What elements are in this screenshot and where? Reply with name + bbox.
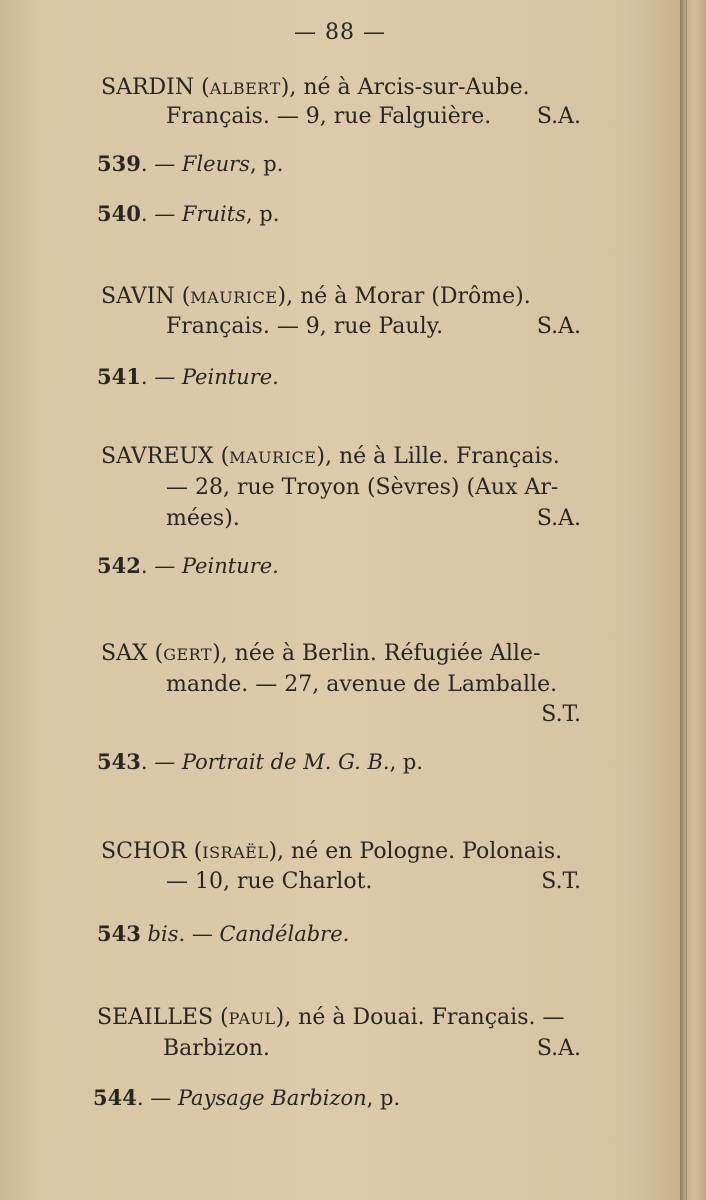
- artist-surname: SEAILLES: [97, 1005, 214, 1030]
- artist-first-name: PAUL: [228, 1009, 276, 1028]
- artist-first-name: MAURICE: [190, 288, 278, 307]
- work-item: [93, 1084, 400, 1112]
- artist-details: ), né à Morar (Drôme).: [277, 284, 531, 309]
- work-medium: , p.: [249, 152, 284, 176]
- work-number: 541: [97, 364, 141, 389]
- entry-line-2: [166, 868, 581, 896]
- page-edge-line: [686, 0, 687, 1200]
- work-number: 542: [97, 553, 141, 578]
- work-title: Fleurs: [181, 152, 250, 176]
- artist-details: ), née à Berlin. Réfugiée Alle-: [212, 641, 541, 666]
- work-title: Paysage Barbizon: [177, 1086, 367, 1110]
- work-separator: . —: [140, 750, 182, 774]
- entry-line-2: [163, 1035, 581, 1063]
- section-tag: S.T.: [541, 869, 581, 894]
- work-separator: . —: [140, 152, 182, 176]
- entry-line-1: SAX (GERT), née à Berlin. Réfugiée Alle-: [101, 641, 541, 666]
- work-number: 540: [97, 201, 141, 226]
- artist-details: ), né en Pologne. Polonais.: [268, 839, 563, 864]
- work-medium: , p.: [389, 750, 424, 774]
- entry-line-1: SARDIN (ALBERT), né à Arcis-sur-Aube.: [101, 75, 530, 100]
- artist-surname: SAVREUX: [101, 444, 214, 469]
- work-number: 543: [97, 749, 141, 774]
- work-item: [97, 363, 279, 391]
- artist-first-name: MAURICE: [229, 448, 317, 467]
- artist-first-name: GERT: [163, 645, 213, 664]
- work-item: [97, 552, 279, 580]
- work-medium: , p.: [366, 1086, 401, 1110]
- artist-surname: SARDIN: [101, 75, 195, 100]
- work-title: Candélabre.: [219, 922, 350, 946]
- work-number-suffix: bis: [147, 922, 179, 946]
- work-item: [97, 748, 423, 776]
- entry-line-2: [166, 313, 581, 341]
- artist-address: mande. — 27, avenue de Lamballe.: [166, 672, 558, 697]
- section-tag: S.A.: [536, 506, 581, 531]
- work-title: Peinture.: [181, 554, 279, 578]
- section-tag: S.A.: [536, 314, 581, 339]
- work-title: Peinture.: [181, 365, 279, 389]
- book-page-edge: [680, 0, 706, 1200]
- work-separator: . —: [140, 365, 182, 389]
- artist-surname: SAX: [101, 641, 148, 666]
- artist-details: ), né à Arcis-sur-Aube.: [280, 75, 530, 100]
- work-title: Portrait de M. G. B.: [181, 750, 390, 774]
- entry-line-3: [166, 505, 581, 533]
- entry-line-3: [166, 701, 581, 729]
- artist-surname: SAVIN: [101, 284, 175, 309]
- work-item: [97, 200, 279, 228]
- entry-line-1: SAVREUX (MAURICE), né à Lille. Français.: [101, 444, 560, 469]
- work-separator: . —: [136, 1086, 178, 1110]
- section-tag: S.A.: [536, 104, 581, 129]
- work-separator: . —: [140, 202, 182, 226]
- artist-details: ), né à Lille. Français.: [316, 444, 560, 469]
- entry-line-1: SCHOR (ISRAËL), né en Pologne. Polonais.: [101, 839, 563, 864]
- work-number: 539: [97, 151, 141, 176]
- section-tag: S.A.: [536, 1036, 581, 1061]
- work-number: 543: [97, 921, 141, 946]
- artist-address: Français. — 9, rue Falguière.: [166, 104, 492, 129]
- section-tag: S.T.: [541, 702, 581, 727]
- entry-line-2: [166, 671, 581, 699]
- entry-line-2: [166, 474, 581, 502]
- page-number: — 88 —: [294, 20, 386, 45]
- artist-address: — 10, rue Charlot.: [166, 869, 373, 894]
- entry-line-1: SEAILLES (PAUL), né à Douai. Français. —: [97, 1005, 565, 1030]
- artist-address: — 28, rue Troyon (Sèvres) (Aux Ar-: [166, 475, 559, 500]
- work-item: [97, 150, 283, 178]
- work-medium: , p.: [245, 202, 280, 226]
- work-title: Fruits: [181, 202, 246, 226]
- work-separator: . —: [140, 554, 182, 578]
- artist-surname: SCHOR: [101, 839, 187, 864]
- artist-address: Français. — 9, rue Pauly.: [166, 314, 444, 339]
- artist-address-cont: mées).: [166, 506, 240, 531]
- artist-address: Barbizon.: [163, 1036, 270, 1061]
- work-item: [97, 920, 349, 948]
- entry-line-2: [166, 103, 581, 131]
- work-number: 544: [93, 1085, 137, 1110]
- artist-first-name: ISRAËL: [202, 843, 269, 862]
- work-separator: . —: [178, 922, 220, 946]
- artist-first-name: ALBERT: [209, 79, 281, 98]
- artist-details: ), né à Douai. Français. —: [275, 1005, 565, 1030]
- entry-line-1: SAVIN (MAURICE), né à Morar (Drôme).: [101, 284, 531, 309]
